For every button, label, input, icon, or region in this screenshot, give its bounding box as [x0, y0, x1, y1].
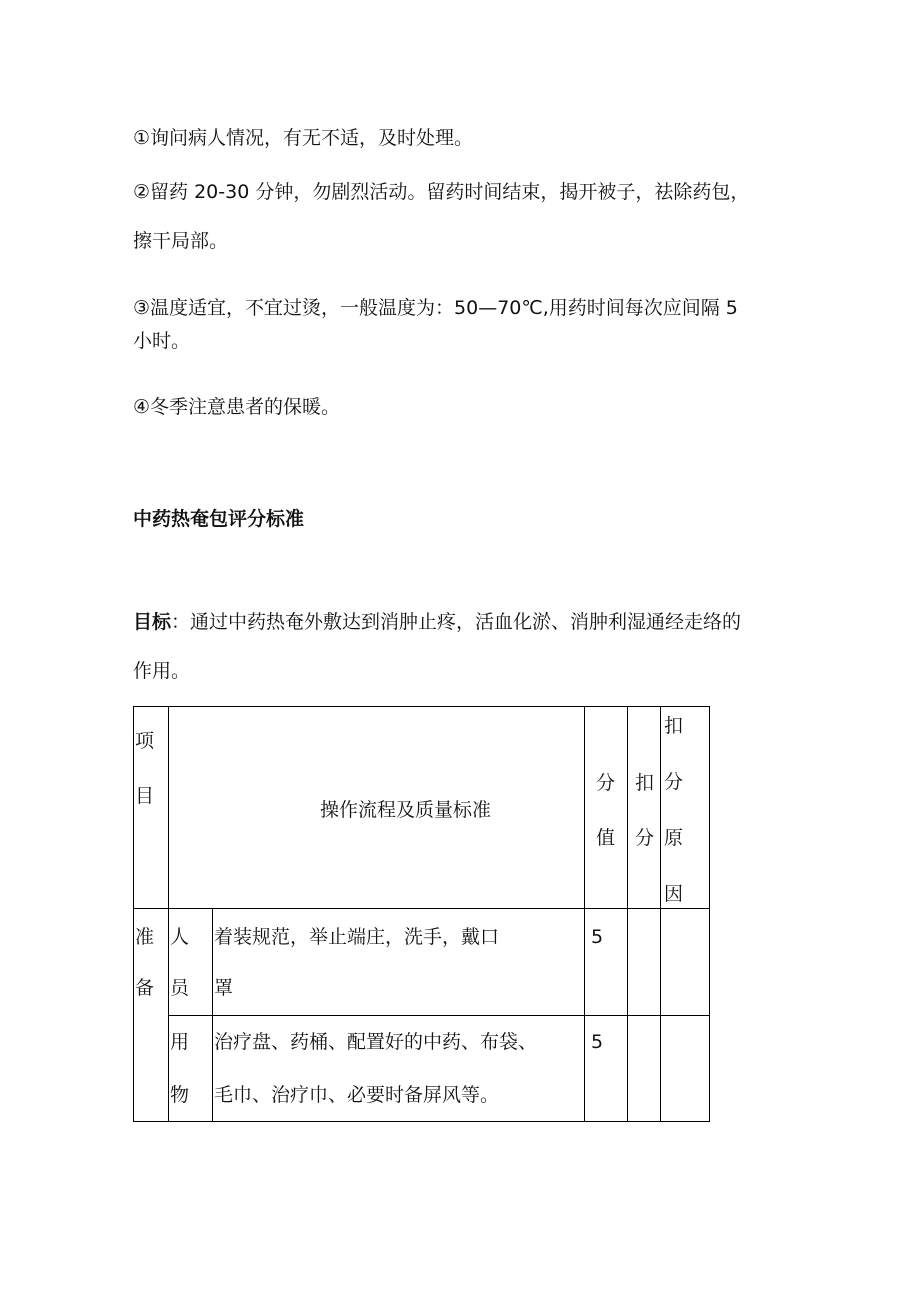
- row1-sub-char-1: 人: [170, 926, 190, 948]
- goal-line-1: [133, 610, 741, 634]
- header-reason-char-1: 扣: [664, 715, 684, 737]
- note-1: ①询问病人情况，有无不适，及时处理。: [133, 127, 474, 149]
- table-border-top: [133, 706, 710, 707]
- table-col-divider-3: [584, 706, 585, 1122]
- row2-sub-char-2: 物: [170, 1084, 190, 1106]
- row1-sub-char-2: 员: [170, 977, 190, 999]
- note-3-continued: 小时。: [133, 330, 191, 352]
- table-row-divider: [168, 1015, 710, 1016]
- row2-content-line-1: 治疗盘、药桶、配置好的中药、布袋、: [214, 1031, 538, 1053]
- table-header-divider: [133, 908, 710, 909]
- row1-score: 5: [591, 926, 604, 948]
- table-border-left: [133, 706, 134, 1122]
- goal-label: 目标: [133, 611, 172, 633]
- header-reason-char-2: 分: [664, 771, 684, 793]
- group-label-char-2: 备: [135, 977, 155, 999]
- row1-content-line-1: 着装规范，举止端庄，洗手，戴口: [214, 926, 500, 948]
- goal-line-2: 作用。: [133, 660, 191, 682]
- header-item-char-1: 项: [135, 730, 155, 752]
- header-score-char-2: 值: [596, 827, 616, 849]
- note-4: ④冬季注意患者的保暖。: [133, 396, 341, 418]
- header-reason-char-3: 原: [664, 827, 684, 849]
- goal-text: ：通过中药热奄外敷达到消肿止疼，活血化淤、消肿利湿通经走络的: [171, 611, 742, 633]
- header-item-char-2: 目: [135, 785, 155, 807]
- note-2-continued: 擦干局部。: [133, 230, 229, 252]
- row2-score: 5: [591, 1031, 604, 1053]
- note-3: ③温度适宜，不宜过烫，一般温度为：50—70℃,用药时间每次应间隔 5: [133, 297, 738, 319]
- note-2: ②留药 20-30 分钟，勿剧烈活动。留药时间结束，揭开被子，祛除药包，: [133, 181, 750, 203]
- row1-content-line-2: 罩: [214, 977, 234, 999]
- section-title: 中药热奄包评分标准: [133, 508, 305, 530]
- table-border-bottom: [133, 1121, 710, 1122]
- header-deduct-char-1: 扣: [635, 772, 655, 794]
- header-score-char-1: 分: [596, 772, 616, 794]
- table-col-divider-1: [168, 706, 169, 1122]
- group-label-char-1: 准: [135, 926, 155, 948]
- table-col-divider-5: [660, 706, 661, 1122]
- row2-content-line-2: 毛巾、治疗巾、必要时备屏风等。: [214, 1084, 500, 1106]
- table-border-right: [709, 706, 710, 1122]
- header-deduct-char-2: 分: [635, 827, 655, 849]
- header-process: 操作流程及质量标准: [320, 799, 492, 821]
- row2-sub-char-1: 用: [170, 1031, 190, 1053]
- header-reason-char-4: 因: [664, 883, 684, 905]
- table-col-divider-4: [627, 706, 628, 1122]
- table-col-divider-2: [212, 908, 213, 1122]
